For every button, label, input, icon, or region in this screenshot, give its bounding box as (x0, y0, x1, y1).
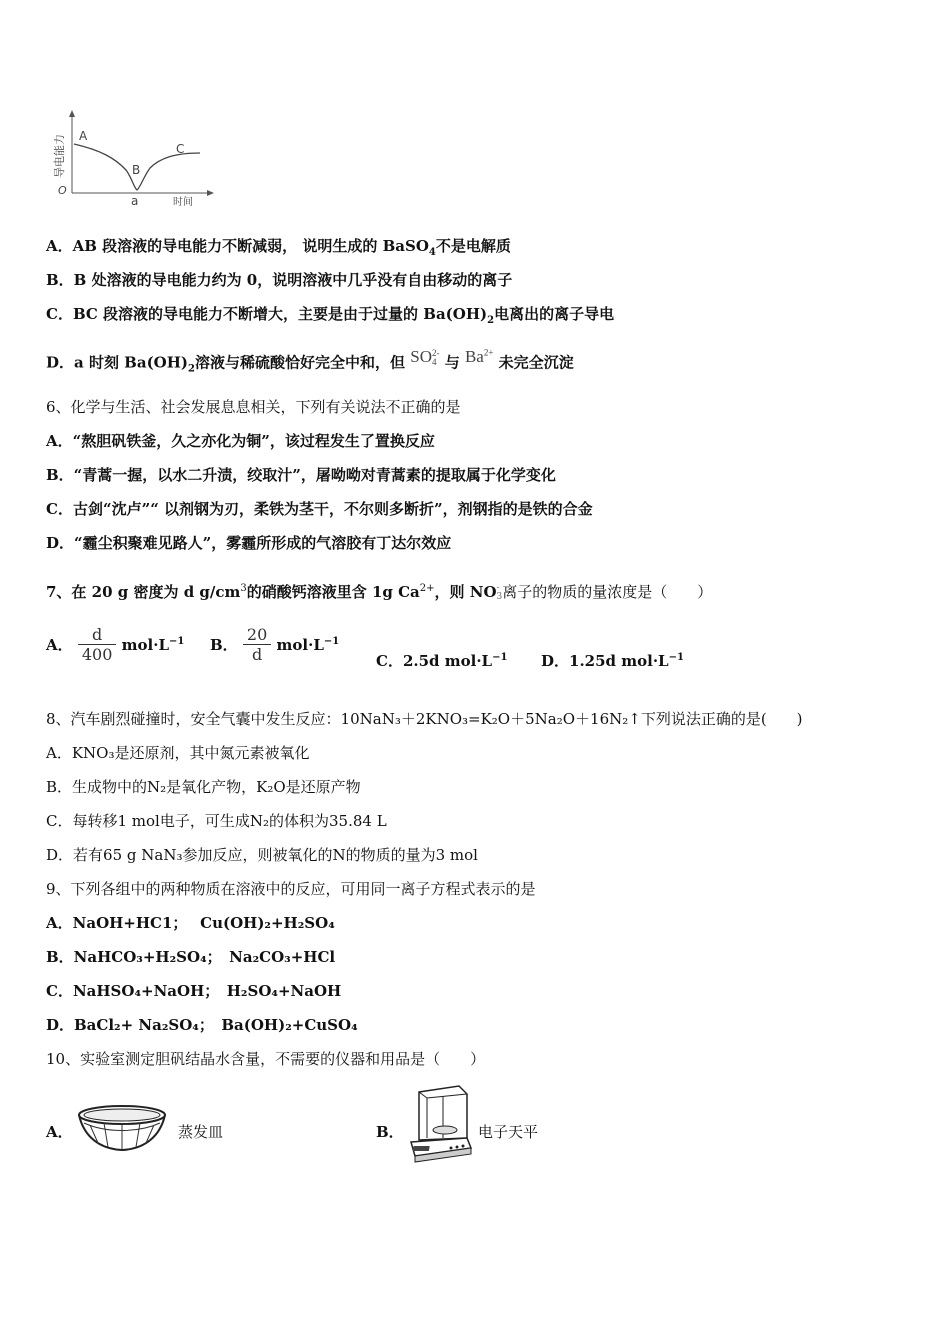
q7-stem: 7、在 20 g 密度为 d $g/cm^3$的硝酸钙溶液里含 1g $Ca^{2+}$，则 NO - 3 离子的物质的量浓度是（ ） (46, 583, 713, 602)
graph-tick-a: a (131, 194, 139, 208)
q8-option-a: A．KNO₃是还原剂，其中氮元素被氧化 (46, 744, 310, 762)
fraction-d-over-400: $\frac{d}{400}$ (78, 625, 117, 664)
q9-option-d: D．BaCl₂+ Na₂SO₄； Ba(OH)₂+CuSO₄ (46, 1016, 358, 1034)
q6-stem: 6、化学与生活、社会发展息息相关，下列有关说法不正确的是 (46, 398, 461, 416)
barium-ion: $Ba^{2+}$ (464, 346, 494, 366)
conductivity-graph (50, 108, 220, 208)
q7-option-d: D．1.25d $mol\cdot L^{-1}$ (541, 652, 684, 670)
q8-option-c: C．每转移1 mol电子，可生成N₂的体积为35.84 L (46, 812, 387, 830)
q9-stem: 9、下列各组中的两种物质在溶液中的反应，可用同一离子方程式表示的是 (46, 880, 536, 898)
q9-option-c: C．NaHSO₄+NaOH； H₂SO₄+NaOH (46, 982, 342, 1000)
graph-point-b: B (132, 163, 141, 177)
q10-option-a-label: A． (46, 1123, 73, 1141)
q10-option-a-text: 蒸发皿 (178, 1123, 224, 1141)
graph-origin: O (58, 184, 67, 197)
graph-point-a: A (79, 129, 88, 143)
q7-option-b: B． $\frac{20}{d}$ $mol\cdot L^{-1}$ (210, 625, 340, 664)
sulfate-ion: SO 2- 4 (410, 346, 440, 367)
q5-option-d: D．a 时刻 $Ba(OH)_2$溶液与稀硫酸恰好完全中和，但 SO 2- 4 与 $Ba^{2+}$ 未完全沉淀 (46, 346, 574, 375)
q10-stem: 10、实验室测定胆矾结晶水含量，不需要的仪器和用品是（ ） (46, 1050, 486, 1068)
q6-option-b: B．“青蒿一握，以水二升渍，绞取汁”，屠呦呦对青蒿素的提取属于化学变化 (46, 466, 556, 484)
graph-x-label: 时间 (173, 197, 193, 208)
q10-option-b-text: 电子天平 (478, 1123, 539, 1141)
q6-option-d: D．“霾尘积聚难见路人”，雾霾所形成的气溶胶有丁达尔效应 (46, 534, 452, 552)
q8-option-b: B．生成物中的N₂是氧化产物，K₂O是还原产物 (46, 778, 361, 796)
q9-option-b: B．NaHCO₃+H₂SO₄； Na₂CO₃+HCl (46, 948, 336, 966)
q6-option-c: C．古剑“沈卢”“ 以剂钢为刃，柔铁为茎干，不尔则多断折”，剂钢指的是铁的合金 (46, 500, 593, 518)
evaporating-dish-icon (76, 1103, 168, 1155)
q5-option-a: A．AB 段溶液的导电能力不断减弱， 说明生成的 BaSO$_4$不是电解质 (46, 237, 511, 258)
fraction-20-over-d: $\frac{20}{d}$ (243, 625, 271, 664)
q5-option-c: C．BC 段溶液的导电能力不断增大，主要是由于过量的 $Ba(OH)_2$电离出的离子导电 (46, 305, 615, 326)
q7-option-a: A． $\frac{d}{400}$ $mol\cdot L^{-1}$ (46, 625, 185, 664)
graph-point-c: C (176, 142, 185, 156)
q5-option-b: B．B 处溶液的导电能力约为 0，说明溶液中几乎没有自由移动的离子 (46, 271, 513, 289)
electronic-balance-icon (407, 1082, 473, 1166)
q8-stem: 8、汽车剧烈碰撞时，安全气囊中发生反应：10NaN₃＋2KNO₃=K₂O＋5Na₂O＋16N₂↑下列说法正确的是( ) (46, 710, 803, 728)
q7-option-c: C．2.5d $mol\cdot L^{-1}$ (376, 652, 508, 670)
q10-option-b-label: B． (376, 1123, 404, 1141)
q9-option-a: A．NaOH+HC1； Cu(OH)₂+H₂SO₄ (46, 914, 335, 932)
q6-option-a: A．“熬胆矾铁釜，久之亦化为铜”，该过程发生了置换反应 (46, 432, 435, 450)
q8-option-d: D．若有65 g NaN₃参加反应，则被氧化的N的物质的量为3 mol (46, 846, 478, 864)
graph-y-label: 导电能力 (53, 134, 66, 178)
